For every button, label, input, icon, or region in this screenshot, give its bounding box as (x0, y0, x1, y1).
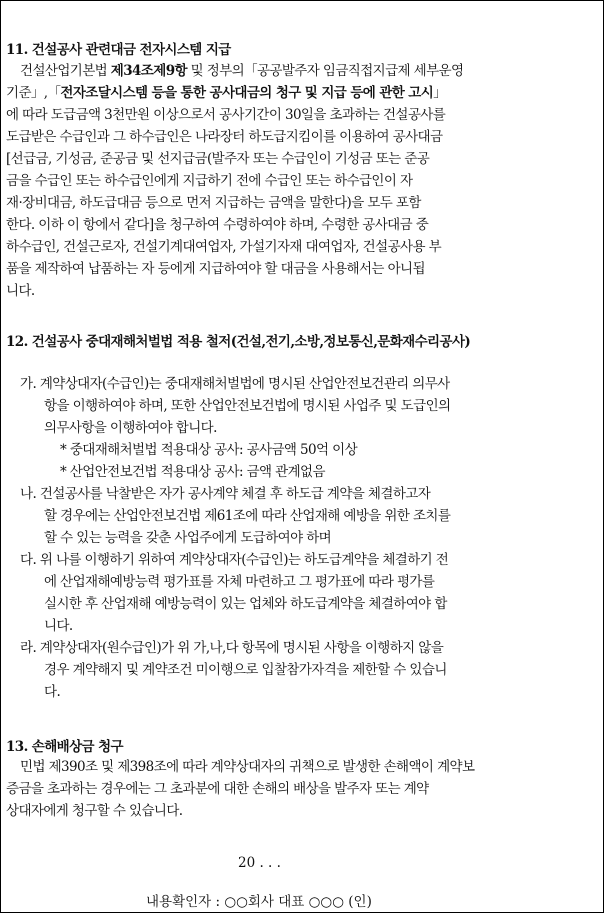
section-11-line (20, 60, 463, 82)
text-run: 하수급인, 건설근로자, 건설기계대여업자, 가설기자재 대여업자, 건설공사용 부 (6, 239, 442, 255)
section-11-line (6, 170, 412, 192)
section-11-title: 11. 건설공사 관련대금 전자시스템 지급 (6, 42, 231, 58)
section-11-line (6, 258, 425, 280)
section-12-line: 할 경우에는 산업안전보건법 제61조에 따라 산업재해 예방을 위한 조치를 (44, 508, 451, 524)
section-12-title: 12. 건설공사 중대재해처벌법 적용 철저(건설,전기,소방,정보통신,문화재수리공사) (6, 334, 471, 350)
section-12-line: 다. 위 나를 이행하기 위하여 계약상대자(수급인)는 하도급계약을 체결하기 전 (20, 552, 449, 568)
text-run: 금을 수급인 또는 하수급인에게 지급하기 전에 수급인 또는 하수급인이 자 (6, 173, 413, 189)
section-13-title: 13. 손해배상금 청구 (6, 739, 123, 755)
text-run: 제34조제9항 (110, 63, 187, 79)
section-12-line: 실시한 후 산업재해 예방능력이 있는 업체와 하도급계약을 체결하여야 합 (44, 596, 447, 612)
text-run: 전자조달시스템 등을 통한 공사대금의 청구 및 지급 등에 관한 고시 (60, 85, 434, 101)
text-run: 」 (433, 85, 447, 101)
section-12-line: 나. 건설공사를 낙찰받은 자가 공사계약 체결 후 하도급 계약을 체결하고자 (20, 486, 431, 502)
section-11-line (6, 126, 442, 148)
section-11-line (6, 236, 441, 258)
text-run: 한다. 이하 이 항에서 같다]을 청구하여 수령하여야 하며, 수령한 공사대금 중 (6, 217, 429, 233)
section-12-line: * 중대재해처벌법 적용대상 공사: 공사금액 50억 이상 (60, 442, 358, 458)
text-run: 및 정부의「공공발주자 임금직접지급제 세부운영 (186, 63, 464, 79)
section-11-line (6, 104, 445, 126)
section-12-line: 항을 이행하여야 하며, 또한 산업안전보건법에 명시된 사업주 및 도급인의 (44, 398, 451, 414)
section-11-line (6, 148, 429, 170)
text-run: 건설산업기본법 (20, 63, 111, 79)
text-run: 에 따라 도급금액 3천만원 이상으로서 공사기간이 30일을 초과하는 건설공사를 (6, 107, 446, 123)
date-line: 20 . . . (238, 855, 281, 871)
section-12-line: 의무사항을 이행하여야 합니다. (44, 420, 217, 436)
text-run: 품을 제작하여 납품하는 자 등에게 지급하여야 할 대금을 사용해서는 아니됩 (6, 261, 425, 277)
section-11-line (6, 214, 428, 236)
section-12-line: 니다. (44, 618, 73, 634)
section-13-line: 상대자에게 청구할 수 있습니다. (6, 803, 183, 819)
section-12-line: 경우 계약해지 및 계약조건 미이행으로 입찰참가자격을 제한할 수 있습니 (44, 662, 447, 678)
signer-line: 내용확인자 : ○○회사 대표 ○○○ (인) (146, 894, 372, 910)
section-13-line: 증금을 초과하는 경우에는 그 초과분에 대한 손해의 배상을 발주자 또는 계약 (6, 781, 429, 797)
section-12-line: 라. 계약상대자(원수급인)가 위 가,나,다 항목에 명시된 사항을 이행하지 않을 (20, 640, 444, 656)
section-12-line: * 산업안전보건법 적용대상 공사: 금액 관계없음 (60, 464, 325, 480)
section-12-line: 에 산업재해예방능력 평가표를 자체 마련하고 그 평가표에 따라 평가를 (44, 574, 435, 590)
text-run: 도급받은 수급인과 그 하수급인은 나라장터 하도급지킴이를 이용하여 공사대금 (6, 129, 443, 145)
text-run: [선급금, 기성금, 준공금 및 선지급금(발주자 또는 수급인이 기성금 또는 준공 (6, 151, 430, 167)
section-12-line: 가. 계약상대자(수급인)는 중대재해처벌법에 명시된 산업안전보건관리 의무사 (20, 376, 450, 392)
text-run: 니다. (6, 283, 35, 299)
section-11-line (6, 280, 35, 302)
section-11-line (6, 82, 446, 104)
section-12-line: 다. (44, 684, 61, 700)
text-run: 기준」,「 (6, 85, 61, 101)
section-12-line: 할 수 있는 능력을 갖춘 사업주에게 도급하여야 하며 (44, 530, 332, 546)
section-13-line: 민법 제390조 및 제398조에 따라 계약상대자의 귀책으로 발생한 손해액이 계약보 (20, 759, 475, 775)
text-run: 재·장비대금, 하도급대금 등으로 먼저 지급하는 금액을 말한다)을 모두 포함 (6, 195, 421, 211)
section-11-line (6, 192, 421, 214)
